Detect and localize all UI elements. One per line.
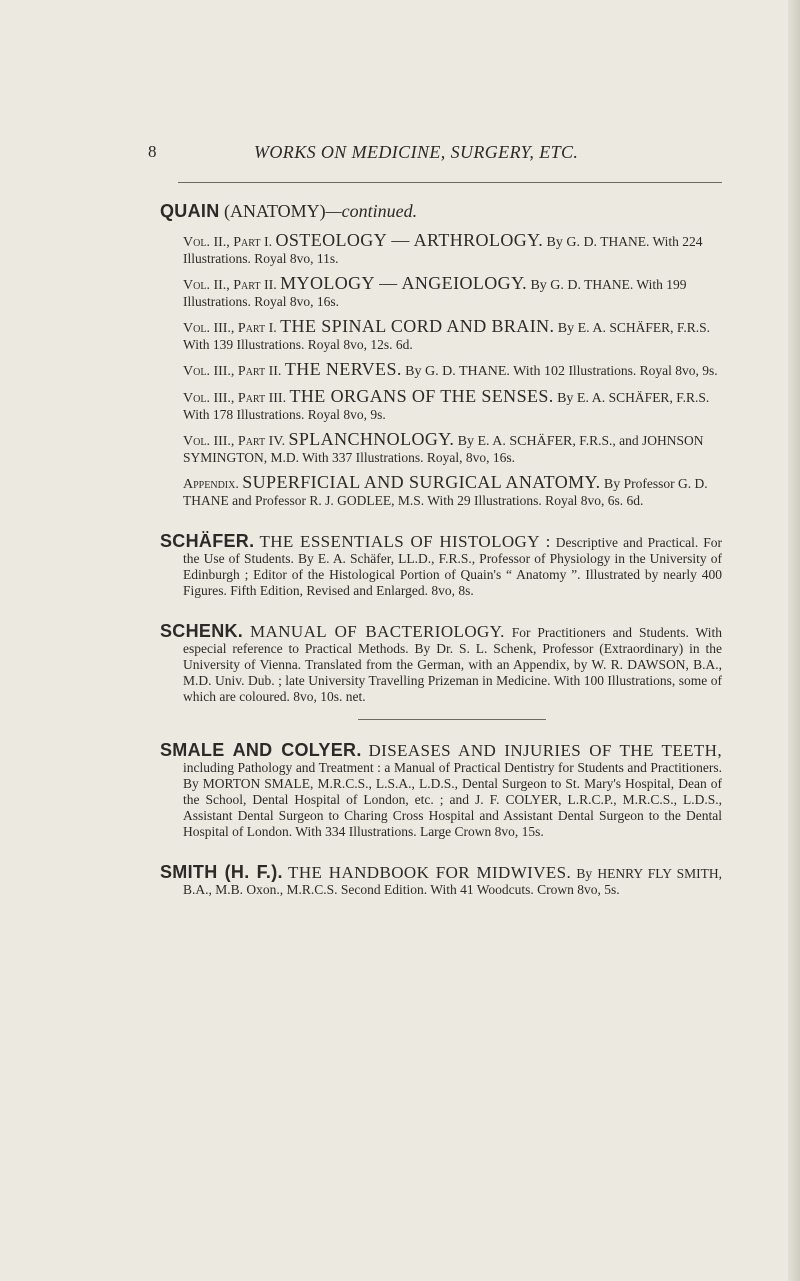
schafer-author: SCHÄFER. bbox=[160, 531, 255, 551]
schenk-text: For Practitioners and Students. With especial reference to Practical Methods. By Dr. S. L. Schenk, Professor (Extraordinary) in the University of Vienna. Translated from the German, with an Appendix, by W. R. DAWSON, B.A., M.D. Univ. Dub. ; late University Travelling Prizeman in Medicine. With 100 Illustrations, some of which are coloured. 8vo, 10s. net. bbox=[183, 625, 722, 704]
entry-title: MYOLOGY — ANGEIOLOGY. bbox=[280, 273, 528, 293]
entry-title: THE SPINAL CORD AND BRAIN. bbox=[280, 316, 555, 336]
entry-details: THANE. With 199 Illustrations. Royal 8vo, 16s. bbox=[183, 277, 687, 309]
entry-by: By G. D. bbox=[546, 235, 598, 250]
quain-entry bbox=[183, 318, 722, 353]
quain-entry bbox=[183, 431, 722, 466]
entry-by: By E. A. SCHÄFER, bbox=[457, 434, 576, 449]
entry-by: By bbox=[603, 477, 621, 492]
page-content bbox=[160, 200, 722, 898]
schenk-entry bbox=[160, 621, 722, 705]
quain-continued: —continued. bbox=[325, 201, 418, 221]
page-edge-shadow bbox=[788, 0, 800, 1281]
entry-by: By E. A. bbox=[557, 321, 607, 336]
quain-title: (ANATOMY) bbox=[224, 201, 326, 221]
schenk-author: SCHENK. bbox=[160, 621, 244, 641]
quain-section bbox=[160, 200, 722, 509]
entry-details: SCHÄFER, F.R.S. With 139 Illustrations. Royal 8vo, 12s. 6d. bbox=[183, 320, 710, 352]
entry-volume: Appendix. bbox=[183, 477, 239, 492]
page-header bbox=[0, 142, 800, 166]
entry-details: Illustrations. Royal 8vo, 9s. bbox=[568, 363, 718, 378]
entry-title: SPLANCHNOLOGY. bbox=[288, 429, 455, 449]
entry-title: THE NERVES. bbox=[284, 359, 402, 379]
smith-author: SMITH (H. F.). bbox=[160, 862, 283, 882]
entry-volume: Vol. III., Part II. bbox=[183, 364, 282, 379]
header-rule bbox=[178, 182, 722, 183]
entry-title: SUPERFICIAL AND SURGICAL ANATOMY. bbox=[242, 472, 601, 492]
entry-by: By G. D. bbox=[530, 278, 581, 293]
schafer-text: Descriptive and Practical. For the Use of Students. By E. A. Schäfer, LL.D., F.R.S., Professor of Physiology in the University of Edinburgh ; Editor of the Histological Portion of Quain's “ Anatomy ”. Illustrated by nearly 400 Figures. Fifth Edition, Revised and Enlarged. 8vo, 8s. bbox=[183, 535, 723, 598]
quain-entry bbox=[183, 275, 722, 310]
entry-details: Professor G. D. THANE and Professor R. J. GODLEE, M.S. With 29 Illustrations. Royal 8vo, 6s. 6d. bbox=[183, 476, 708, 508]
running-title: WORKS ON MEDICINE, SURGERY, ETC. bbox=[254, 142, 579, 162]
smale-text: including Pathology and Treatment : a Manual of Practical Dentistry for Students and Practitioners. By MORTON SMALE, M.R.C.S., L.S.A., L.D.S., Dental Surgeon to St. Mary's Hospital, Dean of the School, Dental Hospital of London, etc. ; and J. F. COLYER, L.R.C.P., M.R.C.S., L.D.S., Assistant Dental Surgeon to Charing Cross Hospital and Assistant Dental Surgeon to the Dental Hospital of London. With 334 Illustrations. Large Crown 8vo, 15s. bbox=[183, 760, 722, 839]
page-number: 8 bbox=[148, 142, 157, 161]
schenk-title: MANUAL OF BACTERIOLOGY. bbox=[250, 622, 505, 641]
smale-title: DISEASES AND INJURIES OF THE TEETH, bbox=[368, 741, 723, 760]
entry-volume: Vol. III., Part III. bbox=[183, 391, 287, 406]
quain-heading bbox=[160, 200, 722, 222]
entry-volume: Vol. III., Part I. bbox=[183, 321, 277, 336]
entry-details: F.R.S., and JOHNSON SYMINGTON, M.D. With 337 Illustrations. Royal, 8vo, 16s. bbox=[183, 433, 704, 465]
entry-title: THE ORGANS OF THE SENSES. bbox=[289, 386, 554, 406]
entry-by: By E. A. bbox=[557, 391, 606, 406]
smith-text: By HENRY FLY SMITH, B.A., M.B. Oxon., M.R.C.S. Second Edition. With 41 Woodcuts. Crown 8vo, 5s. bbox=[183, 866, 723, 897]
quain-entry bbox=[183, 388, 722, 423]
schafer-title: THE ESSENTIALS OF HISTOLOGY : bbox=[259, 532, 551, 551]
smith-title: THE HANDBOOK FOR MIDWIVES. bbox=[288, 863, 572, 882]
quain-entry bbox=[183, 474, 722, 509]
entry-volume: Vol. II., Part I. bbox=[183, 235, 273, 250]
smith-entry bbox=[160, 862, 723, 898]
smale-entry bbox=[160, 740, 723, 840]
entry-volume: Vol. III., Part IV. bbox=[183, 434, 286, 449]
quain-entry bbox=[183, 232, 722, 267]
entry-title: OSTEOLOGY — ARTHROLOGY. bbox=[275, 230, 544, 250]
entry-by: By G. D. THANE. With 102 bbox=[405, 364, 566, 379]
schafer-entry bbox=[160, 531, 723, 599]
entry-details: SCHÄFER, F.R.S. With 178 Illustrations. Royal 8vo, 9s. bbox=[183, 390, 710, 422]
entry-details: THANE. With 224 Illustrations. Royal 8vo, 11s. bbox=[183, 234, 703, 266]
quain-author: QUAIN bbox=[160, 201, 220, 221]
quain-entry bbox=[183, 361, 722, 380]
smale-author: SMALE AND COLYER. bbox=[160, 740, 362, 760]
entry-volume: Vol. II., Part II. bbox=[183, 278, 277, 293]
